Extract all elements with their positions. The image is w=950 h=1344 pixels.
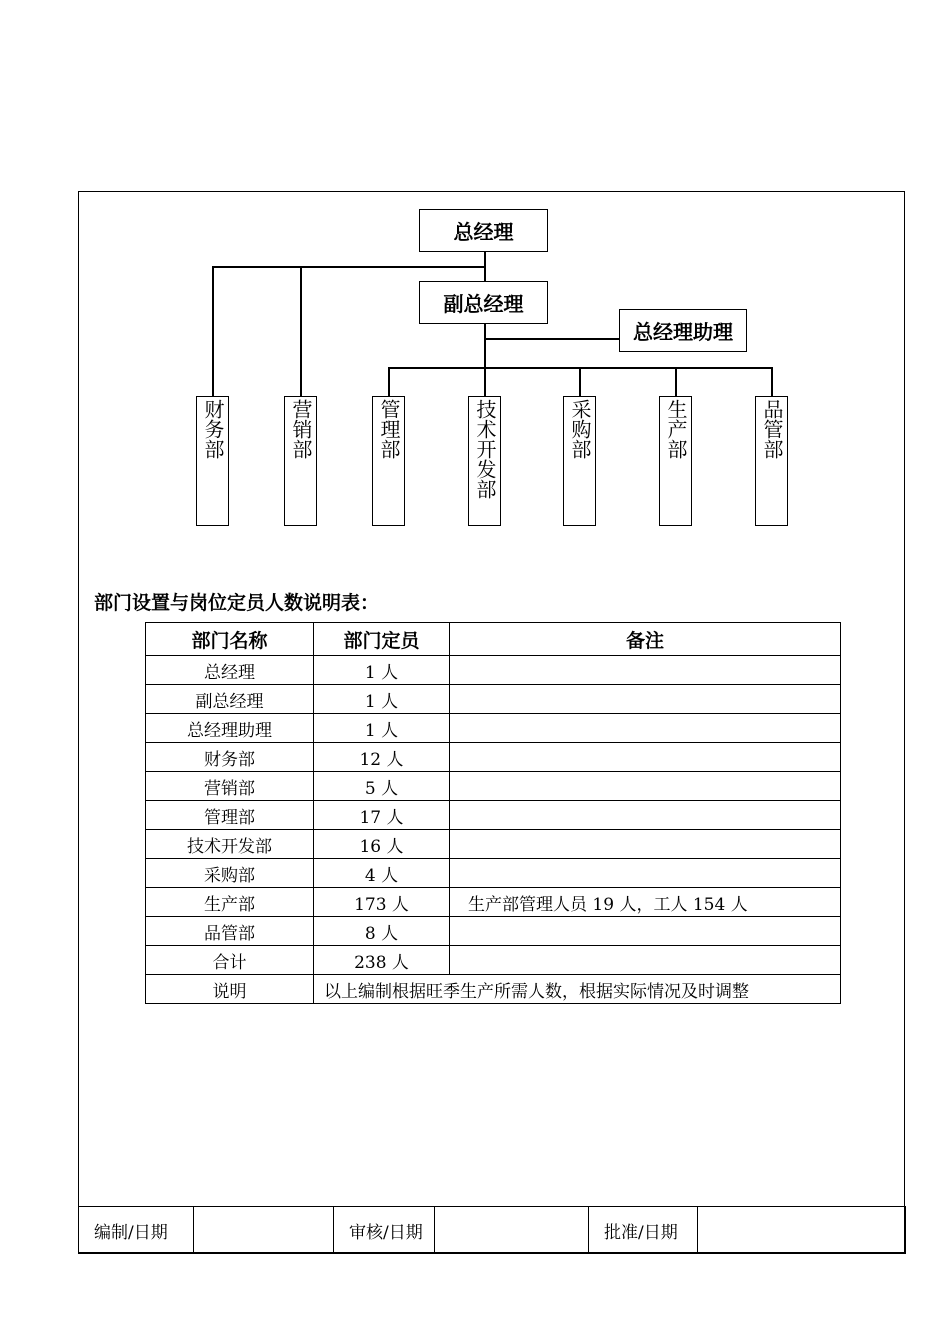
label-prepared-date: 编制/日期 (79, 1207, 194, 1254)
org-label-production: 生产部 (664, 399, 688, 459)
org-label-marketing: 营销部 (289, 399, 313, 459)
org-box-tech-dev (468, 396, 501, 526)
cell-name: 管理部 (146, 801, 314, 830)
connector-marketing-vertical (300, 266, 302, 396)
signoff-table (78, 1206, 906, 1254)
cell-count: 1 人 (314, 656, 450, 685)
table-row (146, 830, 841, 859)
field-prepared-date[interactable] (194, 1207, 334, 1254)
cell-note (450, 917, 841, 946)
cell-name: 采购部 (146, 859, 314, 888)
cell-note (450, 772, 841, 801)
connector-top-horizontal (212, 266, 485, 268)
org-label-qc: 品管部 (760, 399, 784, 459)
cell-count: 5 人 (314, 772, 450, 801)
cell-note (450, 656, 841, 685)
org-box-finance (196, 396, 229, 526)
connector-qc-vertical (771, 367, 773, 397)
cell-note (450, 801, 841, 830)
connector-tech-vertical (484, 367, 486, 397)
table-row (146, 685, 841, 714)
cell-note (450, 714, 841, 743)
org-box-production (659, 396, 692, 526)
cell-name: 生产部 (146, 888, 314, 917)
cell-name: 合计 (146, 946, 314, 975)
org-label-finance: 财务部 (201, 399, 225, 459)
label-approved-date: 批准/日期 (589, 1207, 698, 1254)
table-row (146, 743, 841, 772)
org-box-assistant (619, 309, 747, 352)
connector-production-vertical (675, 367, 677, 397)
connector-purchase-vertical (579, 367, 581, 397)
cell-explain-label: 说明 (146, 975, 314, 1004)
cell-count: 12 人 (314, 743, 450, 772)
org-label-ceo: 总经理 (453, 220, 514, 244)
org-label-management: 管理部 (377, 399, 401, 459)
org-label-vice-ceo: 副总经理 (443, 292, 524, 316)
cell-count: 8 人 (314, 917, 450, 946)
cell-count: 4 人 (314, 859, 450, 888)
table-row (146, 946, 841, 975)
cell-count: 16 人 (314, 830, 450, 859)
table-row (146, 917, 841, 946)
org-box-vice-ceo (419, 281, 548, 324)
field-reviewed-date[interactable] (435, 1207, 589, 1254)
cell-name: 总经理 (146, 656, 314, 685)
cell-note (450, 685, 841, 714)
label-reviewed-date: 审核/日期 (334, 1207, 435, 1254)
table-row-explanation (146, 975, 841, 1004)
connector-finance-vertical (212, 266, 214, 396)
staffing-table (145, 622, 841, 1004)
table-row (146, 859, 841, 888)
field-approved-date[interactable] (698, 1207, 906, 1254)
cell-count: 17 人 (314, 801, 450, 830)
cell-count: 238 人 (314, 946, 450, 975)
cell-name: 品管部 (146, 917, 314, 946)
signoff-row (79, 1207, 906, 1254)
org-box-qc (755, 396, 788, 526)
cell-note (450, 743, 841, 772)
org-label-purchasing: 采购部 (568, 399, 592, 459)
cell-name: 营销部 (146, 772, 314, 801)
cell-note (450, 830, 841, 859)
table-title: 部门设置与岗位定员人数说明表： (94, 592, 380, 614)
cell-explain-text: 以上编制根据旺季生产所需人数，根据实际情况及时调整 (314, 975, 841, 1004)
table-row (146, 656, 841, 685)
org-box-management (372, 396, 405, 526)
cell-name: 财务部 (146, 743, 314, 772)
org-box-purchasing (563, 396, 596, 526)
org-box-marketing (284, 396, 317, 526)
table-row (146, 888, 841, 917)
header-dept-count: 部门定员 (314, 623, 450, 656)
table-header-row (146, 623, 841, 656)
connector-mgmt-vertical (388, 367, 390, 397)
table-row (146, 714, 841, 743)
cell-count: 1 人 (314, 685, 450, 714)
header-dept-name: 部门名称 (146, 623, 314, 656)
org-box-ceo (419, 209, 548, 252)
org-label-tech-dev: 技术开发部 (473, 399, 497, 499)
cell-name: 总经理助理 (146, 714, 314, 743)
table-row (146, 801, 841, 830)
connector-assistant-horizontal (484, 338, 620, 340)
cell-note: 生产部管理人员 19 人，工人 154 人 (450, 888, 841, 917)
cell-name: 技术开发部 (146, 830, 314, 859)
cell-count: 1 人 (314, 714, 450, 743)
cell-count: 173 人 (314, 888, 450, 917)
cell-note (450, 859, 841, 888)
org-label-assistant: 总经理助理 (633, 320, 733, 344)
table-row (146, 772, 841, 801)
cell-name: 副总经理 (146, 685, 314, 714)
cell-note (450, 946, 841, 975)
header-note: 备注 (450, 623, 841, 656)
